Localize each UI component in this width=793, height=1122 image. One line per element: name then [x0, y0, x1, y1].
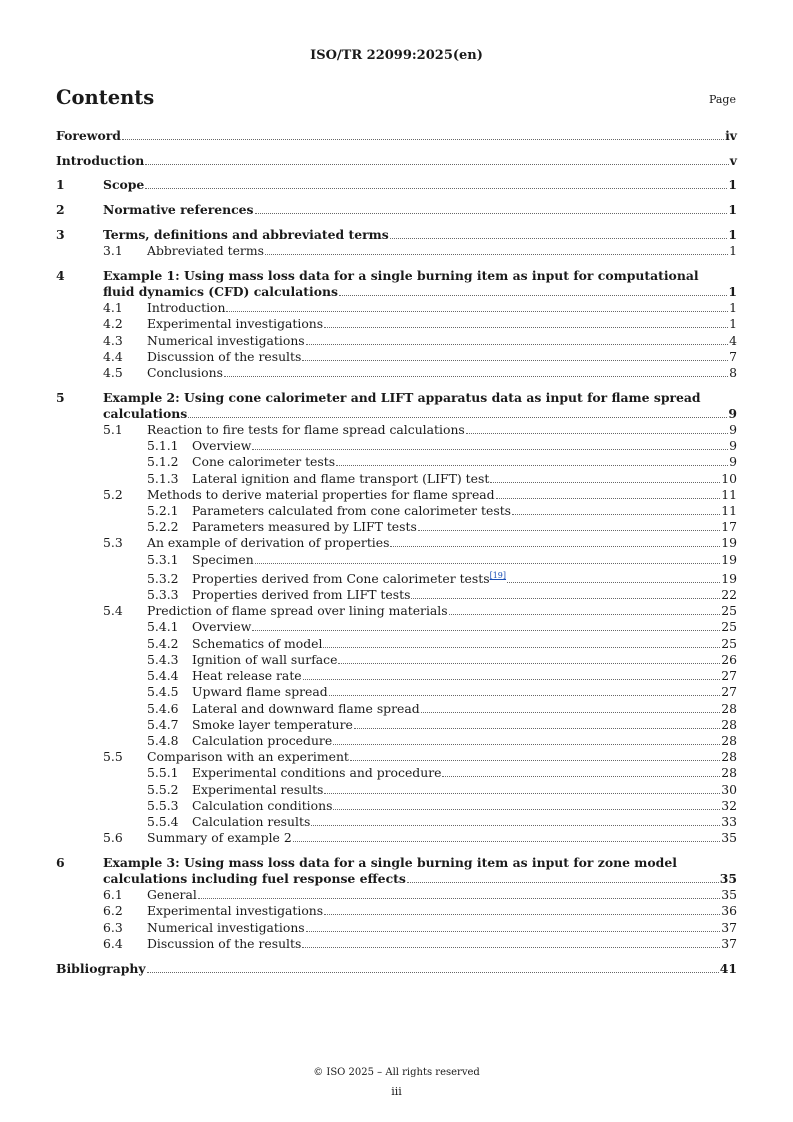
toc-page: 9	[729, 454, 737, 470]
toc-title: Experimental conditions and procedure	[192, 765, 442, 781]
toc-page: 7	[729, 348, 737, 364]
toc-number: 5.6	[103, 830, 123, 846]
toc-title: Calculation results	[192, 813, 311, 829]
toc-number: 5.1	[103, 422, 123, 438]
toc-page: 28	[721, 732, 737, 748]
toc-number: 6.2	[103, 903, 123, 919]
toc-title: Abbreviated terms	[147, 243, 264, 259]
toc-title: Conclusions	[147, 364, 223, 380]
toc-entry-4-1[interactable]	[56, 300, 737, 316]
toc-entry-5-5-3[interactable]	[56, 798, 737, 814]
toc-entry-5-2[interactable]	[56, 487, 737, 503]
dot-leader	[255, 213, 728, 214]
toc-number: 2	[56, 202, 65, 218]
toc-page: v	[729, 152, 737, 168]
toc-number: 5.4.8	[147, 732, 179, 748]
toc-number: 5.2	[103, 486, 123, 502]
table-of-contents	[56, 128, 737, 977]
toc-entry-5-continued[interactable]	[56, 406, 737, 422]
toc-page: 41	[719, 960, 737, 976]
toc-title: General	[147, 887, 197, 903]
toc-number: 5.5.3	[147, 797, 179, 813]
page-column-label: Page	[708, 93, 736, 106]
dot-leader	[418, 530, 720, 531]
toc-page: 19	[721, 570, 737, 586]
toc-number: 5.2.1	[147, 503, 179, 519]
toc-title: Smoke layer temperature	[192, 716, 353, 732]
toc-title: Heat release rate	[192, 668, 302, 684]
toc-number: 5	[56, 389, 65, 405]
toc-number: 5.2.2	[147, 519, 179, 535]
toc-title: An example of derivation of properties	[147, 535, 390, 551]
toc-number: 6.1	[103, 887, 123, 903]
dot-leader	[507, 582, 720, 583]
toc-entry-6-2[interactable]	[56, 903, 737, 919]
dot-leader	[336, 465, 728, 466]
toc-title: Overview	[192, 619, 252, 635]
dot-leader	[293, 841, 721, 842]
dot-leader	[311, 825, 720, 826]
toc-entry-5-2-1[interactable]	[56, 503, 737, 519]
dot-leader	[333, 809, 720, 810]
toc-entry-5-4[interactable]	[56, 603, 737, 619]
toc-entry-5-4-6[interactable]	[56, 701, 737, 717]
dot-leader	[302, 360, 728, 361]
toc-title: Summary of example 2	[147, 830, 292, 846]
toc-page: 28	[721, 716, 737, 732]
toc-entry-introduction[interactable]	[56, 153, 737, 169]
dot-leader	[145, 164, 729, 165]
dot-leader	[449, 614, 721, 615]
dot-leader	[306, 931, 721, 932]
toc-entry-5-5[interactable]	[56, 749, 737, 765]
toc-entry-6-continued[interactable]	[56, 871, 737, 887]
dot-leader	[324, 914, 720, 915]
toc-number: 5.4.5	[147, 684, 179, 700]
toc-entry-3[interactable]	[56, 227, 737, 243]
toc-entry-4-continued[interactable]	[56, 284, 737, 300]
toc-number: 5.4.4	[147, 668, 179, 684]
dot-leader	[306, 344, 728, 345]
toc-title: Cone calorimeter tests	[192, 454, 336, 470]
toc-number: 4.1	[103, 300, 123, 316]
dot-leader	[411, 598, 720, 599]
toc-entry-5-1-2[interactable]	[56, 454, 737, 470]
toc-page: 27	[721, 668, 737, 684]
toc-title: Ignition of wall surface	[192, 651, 338, 667]
dot-leader	[265, 254, 728, 255]
toc-entry-foreword[interactable]	[56, 128, 737, 144]
toc-page: 25	[721, 603, 737, 619]
dot-leader	[350, 760, 720, 761]
toc-number: 4.5	[103, 364, 123, 380]
toc-page: 25	[721, 635, 737, 651]
toc-title: Prediction of flame spread over lining materials	[147, 603, 448, 619]
dot-leader	[512, 514, 720, 515]
toc-title: Example 1: Using mass loss data for a single burning item as input for computational	[103, 267, 699, 283]
toc-title: Numerical investigations	[147, 919, 305, 935]
toc-number: 5.1.2	[147, 454, 179, 470]
dot-leader	[224, 376, 728, 377]
dot-leader	[333, 744, 720, 745]
toc-number: 3	[56, 226, 65, 242]
dot-leader	[122, 139, 724, 140]
toc-entry-5-1[interactable]	[56, 422, 737, 438]
toc-page: 1	[728, 202, 737, 218]
toc-entry-4[interactable]	[56, 268, 737, 284]
document-id-header: ISO/TR 22099:2025(en)	[310, 48, 483, 63]
toc-title: Experimental results	[192, 781, 324, 797]
dot-leader	[323, 647, 720, 648]
toc-page: 9	[729, 438, 737, 454]
toc-page: 28	[721, 700, 737, 716]
toc-entry-5-5-4[interactable]	[56, 814, 737, 830]
page-number: iii	[391, 1085, 402, 1098]
toc-number: 5.4.6	[147, 700, 179, 716]
toc-page: 8	[729, 364, 737, 380]
toc-entry-5[interactable]	[56, 390, 737, 406]
dot-leader	[421, 712, 721, 713]
dot-leader	[490, 482, 720, 483]
toc-number: 5.3.1	[147, 551, 179, 567]
copyright-notice: © ISO 2025 – All rights reserved	[313, 1067, 480, 1078]
toc-entry-4-3[interactable]	[56, 333, 737, 349]
dot-leader	[252, 630, 720, 631]
toc-page: 25	[721, 619, 737, 635]
toc-title: Scope	[103, 177, 145, 193]
dot-leader	[145, 188, 727, 189]
toc-entry-5-2-2[interactable]	[56, 519, 737, 535]
toc-page: 1	[728, 177, 737, 193]
toc-entry-2[interactable]	[56, 202, 737, 218]
toc-number: 5.3	[103, 535, 123, 551]
reference-link[interactable]: [19]	[489, 570, 507, 580]
toc-page: 10	[721, 470, 737, 486]
toc-entry-6[interactable]	[56, 855, 737, 871]
toc-page: 1	[728, 226, 737, 242]
dot-leader	[302, 947, 720, 948]
toc-page: 1	[729, 243, 737, 259]
toc-number: 4.2	[103, 316, 123, 332]
toc-entry-5-6[interactable]	[56, 830, 737, 846]
toc-entry-3-1[interactable]	[56, 243, 737, 259]
toc-title: Normative references	[103, 202, 254, 218]
toc-page: 19	[721, 535, 737, 551]
dot-leader	[338, 663, 720, 664]
dot-leader	[466, 433, 728, 434]
toc-page: 11	[721, 503, 737, 519]
toc-title: Calculation conditions	[192, 797, 333, 813]
toc-number: 5.5.4	[147, 813, 179, 829]
toc-page: 36	[721, 903, 737, 919]
toc-title-text: Properties derived from Cone calorimeter tests	[192, 570, 490, 586]
toc-entry-5-4-7[interactable]	[56, 717, 737, 733]
toc-number: 5.3.3	[147, 587, 179, 603]
toc-entry-5-3-3[interactable]	[56, 587, 737, 603]
dot-leader	[354, 728, 720, 729]
toc-page: 1	[729, 300, 737, 316]
toc-page: 11	[721, 486, 737, 502]
toc-page: 17	[721, 519, 737, 535]
toc-title: Example 2: Using cone calorimeter and LIFT apparatus data as input for flame spread	[103, 389, 701, 405]
toc-number: 4.4	[103, 348, 123, 364]
toc-number: 4	[56, 267, 65, 283]
toc-page: 9	[728, 405, 737, 421]
toc-title: Introduction	[147, 300, 226, 316]
dot-leader	[147, 972, 719, 973]
toc-number: 5.4	[103, 603, 123, 619]
toc-page: 1	[729, 316, 737, 332]
toc-page: 35	[721, 830, 737, 846]
dot-leader	[339, 295, 727, 296]
toc-entry-5-4-2[interactable]	[56, 636, 737, 652]
toc-title: calculations including fuel response effects	[103, 871, 406, 887]
toc-number: 5.5	[103, 749, 123, 765]
toc-title: Terms, definitions and abbreviated terms	[103, 226, 389, 242]
toc-page: 1	[728, 283, 737, 299]
toc-title: Specimen	[192, 551, 254, 567]
toc-title: Experimental investigations	[147, 903, 324, 919]
toc-title: Reaction to fire tests for flame spread calculations	[147, 422, 465, 438]
toc-number: 5.1.1	[147, 438, 179, 454]
dot-leader	[496, 498, 721, 499]
toc-title: Properties derived from LIFT tests	[192, 587, 411, 603]
toc-number: 1	[56, 177, 65, 193]
toc-title: Lateral ignition and flame transport (LIFT) test	[192, 470, 490, 486]
toc-title: Parameters measured by LIFT tests	[192, 519, 417, 535]
dot-leader	[324, 793, 720, 794]
contents-heading: Contents	[56, 86, 155, 109]
toc-page: 32	[721, 797, 737, 813]
toc-number: 5.4.3	[147, 651, 179, 667]
toc-entry-5-4-8[interactable]	[56, 733, 737, 749]
toc-entry-4-2[interactable]	[56, 316, 737, 332]
toc-number: 5.3.2	[147, 570, 179, 586]
toc-title: Lateral and downward flame spread	[192, 700, 420, 716]
dot-leader	[390, 546, 720, 547]
toc-page: 26	[721, 651, 737, 667]
toc-page: 35	[721, 887, 737, 903]
toc-page: 37	[721, 919, 737, 935]
toc-entry-1[interactable]	[56, 177, 737, 193]
toc-entry-4-4[interactable]	[56, 349, 737, 365]
toc-title: Methods to derive material properties for flame spread	[147, 486, 495, 502]
dot-leader	[188, 417, 727, 418]
dot-leader	[198, 898, 720, 899]
toc-number: 3.1	[103, 243, 123, 259]
dot-leader	[252, 449, 728, 450]
toc-title: Foreword	[56, 128, 121, 143]
toc-entry-6-3[interactable]	[56, 920, 737, 936]
toc-title: Discussion of the results	[147, 348, 302, 364]
toc-page: 28	[721, 749, 737, 765]
toc-title: Calculation procedure	[192, 732, 333, 748]
toc-title: Introduction	[56, 152, 145, 168]
toc-page: 30	[721, 781, 737, 797]
toc-title: Comparison with an experiment	[147, 749, 349, 765]
toc-title: Bibliography	[56, 960, 146, 976]
toc-number: 5.4.7	[147, 716, 179, 732]
toc-title: Discussion of the results	[147, 935, 302, 951]
toc-entry-5-4-5[interactable]	[56, 684, 737, 700]
toc-entry-5-3[interactable]	[56, 535, 737, 551]
toc-number: 5.5.1	[147, 765, 179, 781]
toc-page: 9	[729, 422, 737, 438]
toc-number: 5.1.3	[147, 470, 179, 486]
toc-number: 5.5.2	[147, 781, 179, 797]
toc-page: 19	[721, 551, 737, 567]
toc-number: 5.4.2	[147, 635, 179, 651]
toc-entry-5-4-4[interactable]	[56, 668, 737, 684]
toc-page: iv	[725, 128, 737, 143]
toc-entry-5-4-1[interactable]	[56, 619, 737, 635]
toc-title: Upward flame spread	[192, 684, 328, 700]
dot-leader	[390, 238, 728, 239]
dot-leader	[407, 882, 719, 883]
toc-entry-6-4[interactable]	[56, 936, 737, 952]
toc-entry-5-1-1[interactable]	[56, 438, 737, 454]
dot-leader	[329, 695, 721, 696]
dot-leader	[226, 311, 728, 312]
toc-page: 35	[719, 871, 737, 887]
dot-leader	[303, 679, 721, 680]
toc-number: 5.4.1	[147, 619, 179, 635]
toc-title	[192, 568, 506, 587]
toc-number: 6	[56, 854, 65, 870]
toc-page: 22	[721, 587, 737, 603]
toc-entry-5-3-1[interactable]	[56, 552, 737, 568]
toc-entry-5-4-3[interactable]	[56, 652, 737, 668]
toc-page: 28	[721, 765, 737, 781]
toc-title: Parameters calculated from cone calorimeter tests	[192, 503, 512, 519]
toc-entry-5-5-1[interactable]	[56, 765, 737, 781]
dot-leader	[442, 776, 720, 777]
toc-title: Overview	[192, 438, 252, 454]
toc-entry-5-1-3[interactable]	[56, 471, 737, 487]
toc-page: 27	[721, 684, 737, 700]
toc-title: Example 3: Using mass loss data for a single burning item as input for zone model	[103, 854, 677, 870]
toc-entry-5-3-2[interactable]	[56, 568, 737, 587]
toc-page: 33	[721, 813, 737, 829]
toc-title: fluid dynamics (CFD) calculations	[103, 283, 338, 299]
toc-entry-6-1[interactable]	[56, 887, 737, 903]
toc-entry-5-5-2[interactable]	[56, 782, 737, 798]
toc-title: Schematics of model	[192, 635, 323, 651]
toc-title: calculations	[103, 405, 188, 421]
toc-number: 6.4	[103, 935, 123, 951]
toc-page: 4	[729, 332, 737, 348]
toc-entry-bibliography[interactable]	[56, 961, 737, 977]
dot-leader	[255, 563, 721, 564]
toc-number: 4.3	[103, 332, 123, 348]
toc-entry-4-5[interactable]	[56, 365, 737, 381]
toc-number: 6.3	[103, 919, 123, 935]
dot-leader	[324, 327, 728, 328]
toc-page: 37	[721, 935, 737, 951]
toc-title: Numerical investigations	[147, 332, 305, 348]
toc-title: Experimental investigations	[147, 316, 324, 332]
